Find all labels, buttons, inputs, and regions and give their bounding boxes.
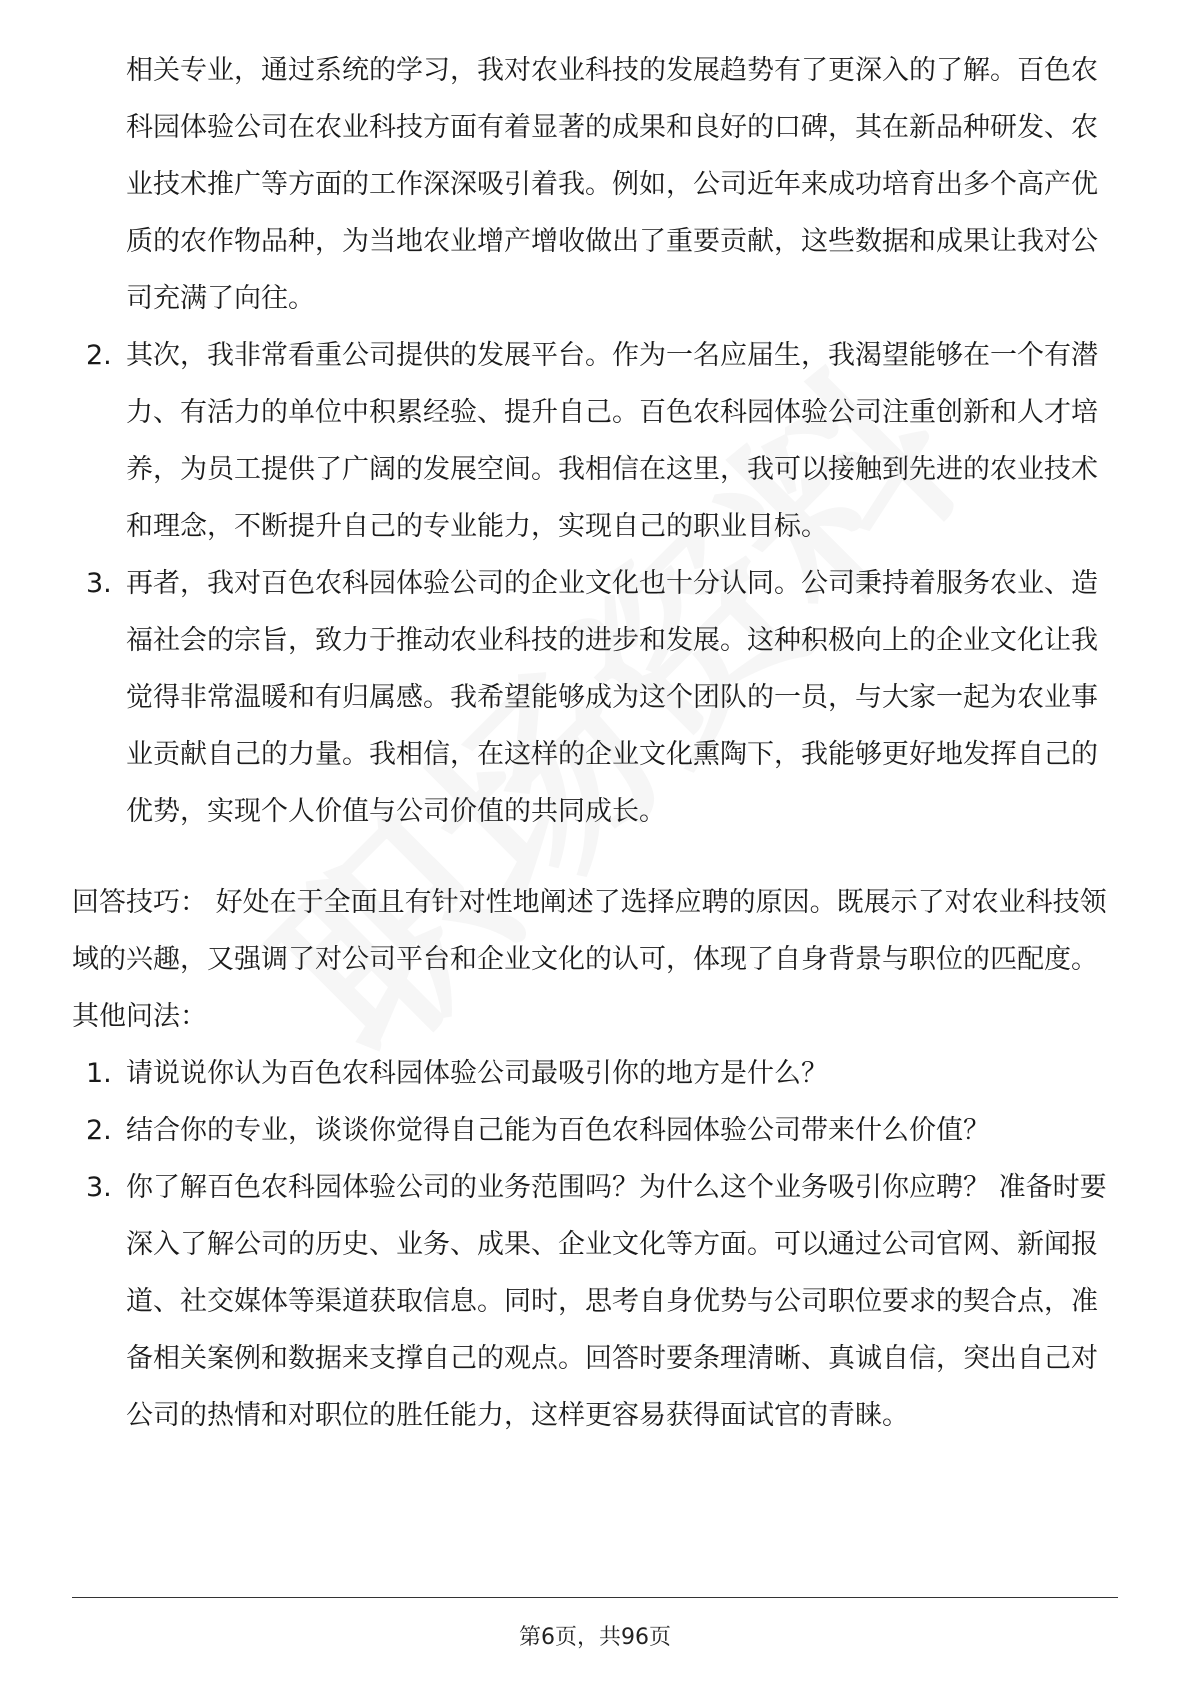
reasons-list (72, 327, 1118, 840)
list-item-text: 你了解百色农科园体验公司的业务范围吗？为什么这个业务吸引你应聘？ 准备时要深入了解公司的历史、业务、成果、企业文化等方面。可以通过公司官网、新闻报道、社交媒体等渠道获取信息。同时，思考自身优势与公司职位要求的契合点，准备相关案例和数据来支撑自己的观点。回答时要条理清晰、真诚自信，突出自己对公司的热情和对职位的胜任能力，这样更容易获得面试官的青睐。 (126, 1172, 1107, 1431)
page-number: 第6页，共96页 (519, 1625, 671, 1650)
list-item (72, 1159, 1118, 1444)
list-item (72, 1045, 1118, 1102)
list-item (72, 1102, 1118, 1159)
list-item-text: 结合你的专业，谈谈你觉得自己能为百色农科园体验公司带来什么价值？ (126, 1115, 990, 1146)
list-item (72, 327, 1118, 555)
list-item-number: 2. (86, 1115, 112, 1146)
other-questions-list (72, 1045, 1118, 1444)
answer-tips-paragraph: 回答技巧： 好处在于全面且有针对性地阐述了选择应聘的原因。既展示了对农业科技领域的兴趣，又强调了对公司平台和企业文化的认可，体现了自身背景与职位的匹配度。 其他问法： (72, 887, 1107, 1032)
list-item (72, 555, 1118, 840)
list-item-text: 请说说你认为百色农科园体验公司最吸引你的地方是什么？ (126, 1058, 828, 1089)
page-content (72, 42, 1118, 1444)
list-item-number: 1. (86, 1058, 112, 1089)
list-item-number: 3. (86, 1172, 112, 1203)
list-item-text: 再者，我对百色农科园体验公司的企业文化也十分认同。公司秉持着服务农业、造福社会的宗旨，致力于推动农业科技的进步和发展。这种积极向上的企业文化让我觉得非常温暖和有归属感。我希望能够成为这个团队的一员，与大家一起为农业事业贡献自己的力量。我相信，在这样的企业文化熏陶下，我能够更好地发挥自己的优势，实现个人价值与公司价值的共同成长。 (126, 568, 1098, 827)
footer-divider (72, 1597, 1118, 1598)
list-item-number: 2. (86, 340, 112, 371)
list-item-text: 其次，我非常看重公司提供的发展平台。作为一名应届生，我渴望能够在一个有潜力、有活力的单位中积累经验、提升自己。百色农科园体验公司注重创新和人才培养，为员工提供了广阔的发展空间。我相信在这里，我可以接触到先进的农业技术和理念，不断提升自己的专业能力，实现自己的职业目标。 (126, 340, 1098, 542)
list-item-number: 3. (86, 568, 112, 599)
intro-continuation-paragraph: 相关专业，通过系统的学习，我对农业科技的发展趋势有了更深入的了解。百色农科园体验公司在农业科技方面有着显著的成果和良好的口碑，其在新品种研发、农业技术推广等方面的工作深深吸引着我。例如，公司近年来成功培育出多个高产优质的农作物品种，为当地农业增产增收做出了重要贡献，这些数据和成果让我对公司充满了向往。 (126, 55, 1098, 314)
